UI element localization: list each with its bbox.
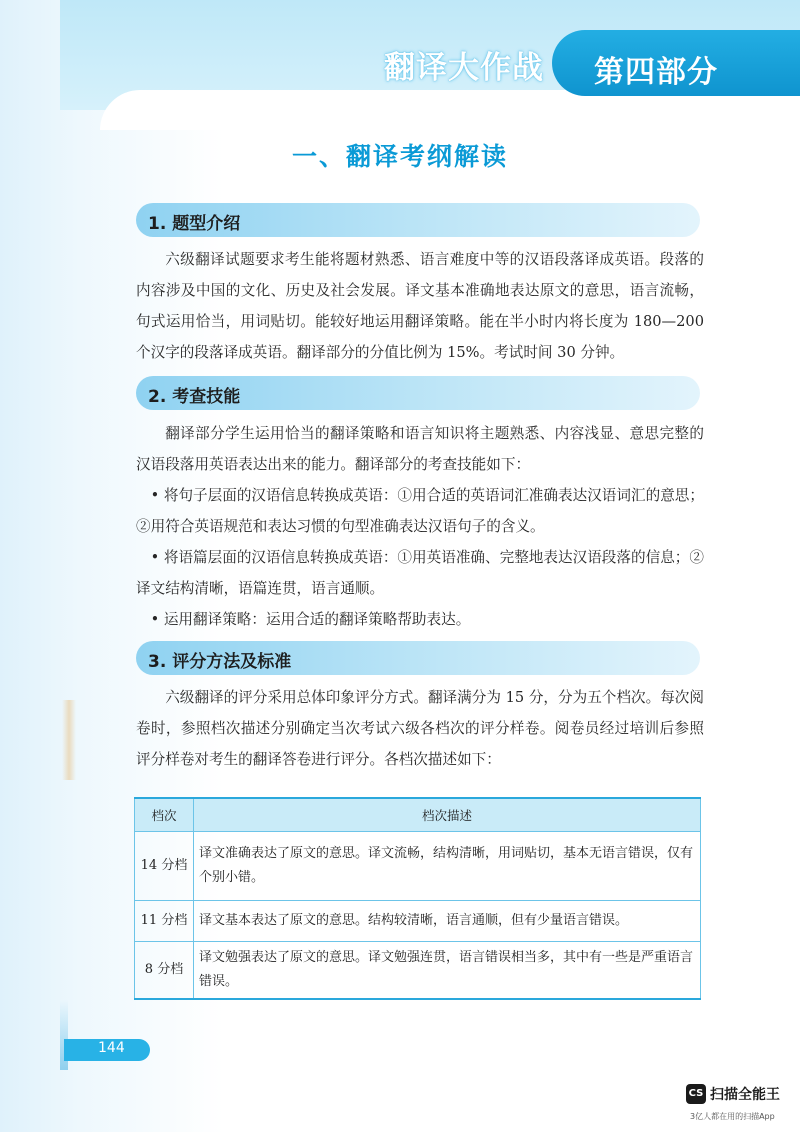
series-title: 翻译大作战 <box>384 50 544 86</box>
subheading-text: 2. 考查技能 <box>148 387 241 407</box>
description-cell: 译文勉强表达了原文的意思。译文勉强连贯，语言错误相当多，其中有一些是严重语言错误。 <box>194 942 701 1000</box>
column-header-description: 档次描述 <box>194 798 701 832</box>
level-cell: 8 分档 <box>135 942 194 1000</box>
section-title: 一、翻译考纲解读 <box>291 142 508 171</box>
level-cell: 14 分档 <box>135 832 194 901</box>
part-label: 第四部分 <box>594 55 718 90</box>
paragraph: 六级翻译试题要求考生能将题材熟悉、语言难度中等的汉语段落译成英语。段落的内容涉及中国的文化、历史及社会发展。译文基本准确地表达原文的意思，语言流畅，句式运用恰当，用词贴切。能较好地运用翻译策略。能在半小时内将长度为 180—200 个汉字的段落译成英语。翻译部分的分值比例为 15%。考试时间 30 分钟。 <box>136 251 704 361</box>
grading-table <box>134 797 701 1000</box>
bullet-item: • 将语篇层面的汉语信息转换成英语：①用英语准确、完整地表达汉语段落的信息；②译文结构清晰，语篇连贯，语言通顺。 <box>136 549 704 597</box>
section-1-body <box>136 244 704 368</box>
section-3-body <box>136 682 704 775</box>
header-curve <box>100 90 800 130</box>
scanner-tagline: 3亿人都在用的扫描App <box>690 1112 775 1121</box>
scanner-app-name: 扫描全能王 <box>710 1087 780 1103</box>
bullet-item: • 将句子层面的汉语信息转换成英语：①用合适的英语词汇准确表达汉语词汇的意思；②用符合英语规范和表达习惯的句型准确表达汉语句子的含义。 <box>136 487 704 535</box>
subheading-text: 3. 评分方法及标准 <box>148 652 292 672</box>
table-row <box>135 942 701 1000</box>
page-number: 144 <box>98 1040 125 1056</box>
paragraph: 六级翻译的评分采用总体印象评分方式。翻译满分为 15 分，分为五个档次。每次阅卷时，参照档次描述分别确定当次考试六级各档次的评分样卷。阅卷员经过培训后参照评分样卷对考生的翻译答卷进行评分。各档次描述如下： <box>136 689 704 768</box>
description-cell: 译文基本表达了原文的意思。结构较清晰，语言通顺，但有少量语言错误。 <box>194 901 701 942</box>
bullet-item: • 运用翻译策略：运用合适的翻译策略帮助表达。 <box>150 611 471 628</box>
subheading-text: 1. 题型介绍 <box>148 214 241 234</box>
subheading-skills <box>136 376 700 410</box>
subheading-scoring <box>136 641 700 675</box>
level-cell: 11 分档 <box>135 901 194 942</box>
section-2-body <box>136 418 704 635</box>
table-header-row <box>135 798 701 832</box>
scanner-logo-icon: CS <box>686 1084 706 1104</box>
description-cell: 译文准确表达了原文的意思。译文流畅，结构清晰，用词贴切，基本无语言错误，仅有个别小错。 <box>194 832 701 901</box>
column-header-level: 档次 <box>135 798 194 832</box>
table-row <box>135 901 701 942</box>
paragraph: 翻译部分学生运用恰当的翻译策略和语言知识将主题熟悉、内容浅显、意思完整的汉语段落用英语表达出来的能力。翻译部分的考查技能如下： <box>136 425 704 473</box>
page-spine-shadow <box>62 700 76 780</box>
subheading-question-type <box>136 203 700 237</box>
table-row <box>135 832 701 901</box>
